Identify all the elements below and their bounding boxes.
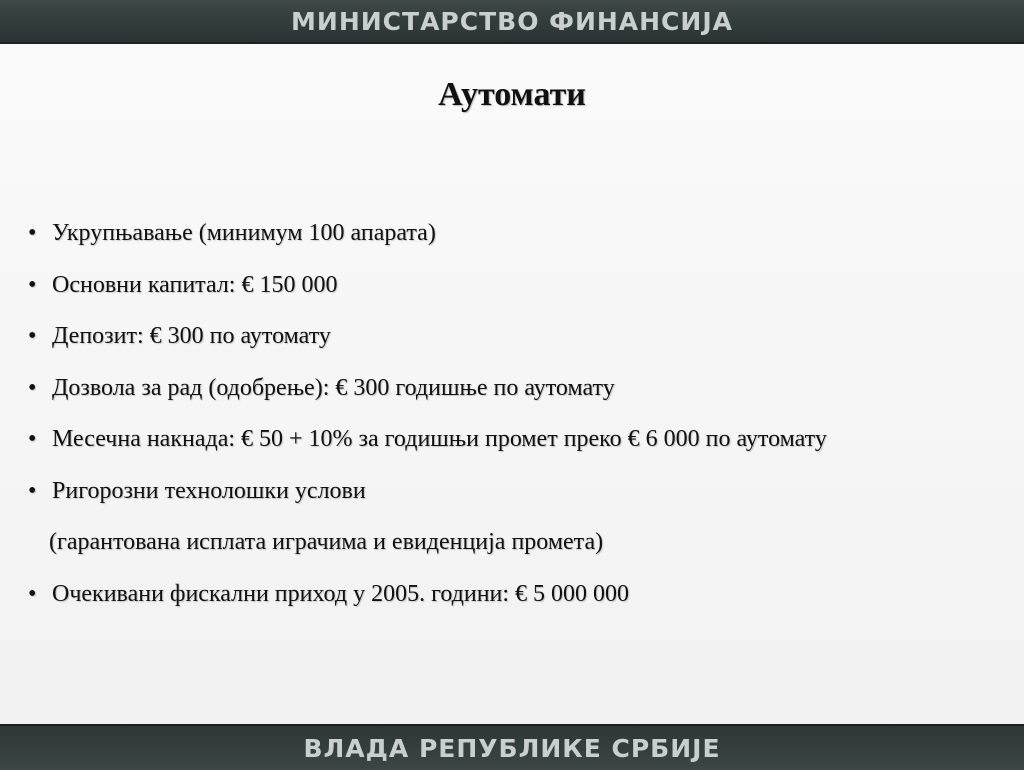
list-item xyxy=(28,466,1008,518)
bullet-text: Ригорозни технолошки услови xyxy=(52,477,366,504)
list-item xyxy=(28,208,1008,260)
header-bar xyxy=(0,0,1024,44)
bullet-icon: • xyxy=(28,374,37,401)
header-title: МИНИСТАРСТВО ФИНАНСИЈА xyxy=(291,6,733,36)
bullet-icon: • xyxy=(28,271,37,298)
bullet-text: Депозит: € 300 по аутомату xyxy=(52,323,331,350)
bullet-text: Месечна накнада: € 50 + 10% за годишњи промет преко € 6 000 по аутомату xyxy=(52,426,827,453)
footer-bar xyxy=(0,724,1024,770)
bullet-icon: • xyxy=(28,323,37,350)
list-item xyxy=(28,260,1008,312)
list-item xyxy=(28,363,1008,415)
bullet-icon: • xyxy=(28,477,37,504)
bullet-icon: • xyxy=(28,220,37,247)
bullet-icon: • xyxy=(28,580,37,607)
footer-title: ВЛАДА РЕПУБЛИКЕ СРБИЈЕ xyxy=(303,733,721,763)
bullet-icon: • xyxy=(28,426,37,453)
bullet-text: Очекивани фискални приход у 2005. години: € 5 000 000 xyxy=(52,580,630,607)
list-item-continuation xyxy=(28,517,1008,569)
bullet-text: Дозвола за рад (одобрење): € 300 годишње по аутомату xyxy=(52,374,615,401)
list-item xyxy=(28,414,1008,466)
bullet-continuation-text: (гарантована исплата играчима и евиденција промета) xyxy=(49,529,604,556)
bullet-text: Основни капитал: € 150 000 xyxy=(52,271,338,298)
bullet-text: Укрупњавање (минимум 100 апарата) xyxy=(52,220,436,247)
slide-title: Аутомати xyxy=(438,76,586,113)
list-item xyxy=(28,311,1008,363)
bullet-list xyxy=(28,208,1008,620)
list-item xyxy=(28,569,1008,621)
